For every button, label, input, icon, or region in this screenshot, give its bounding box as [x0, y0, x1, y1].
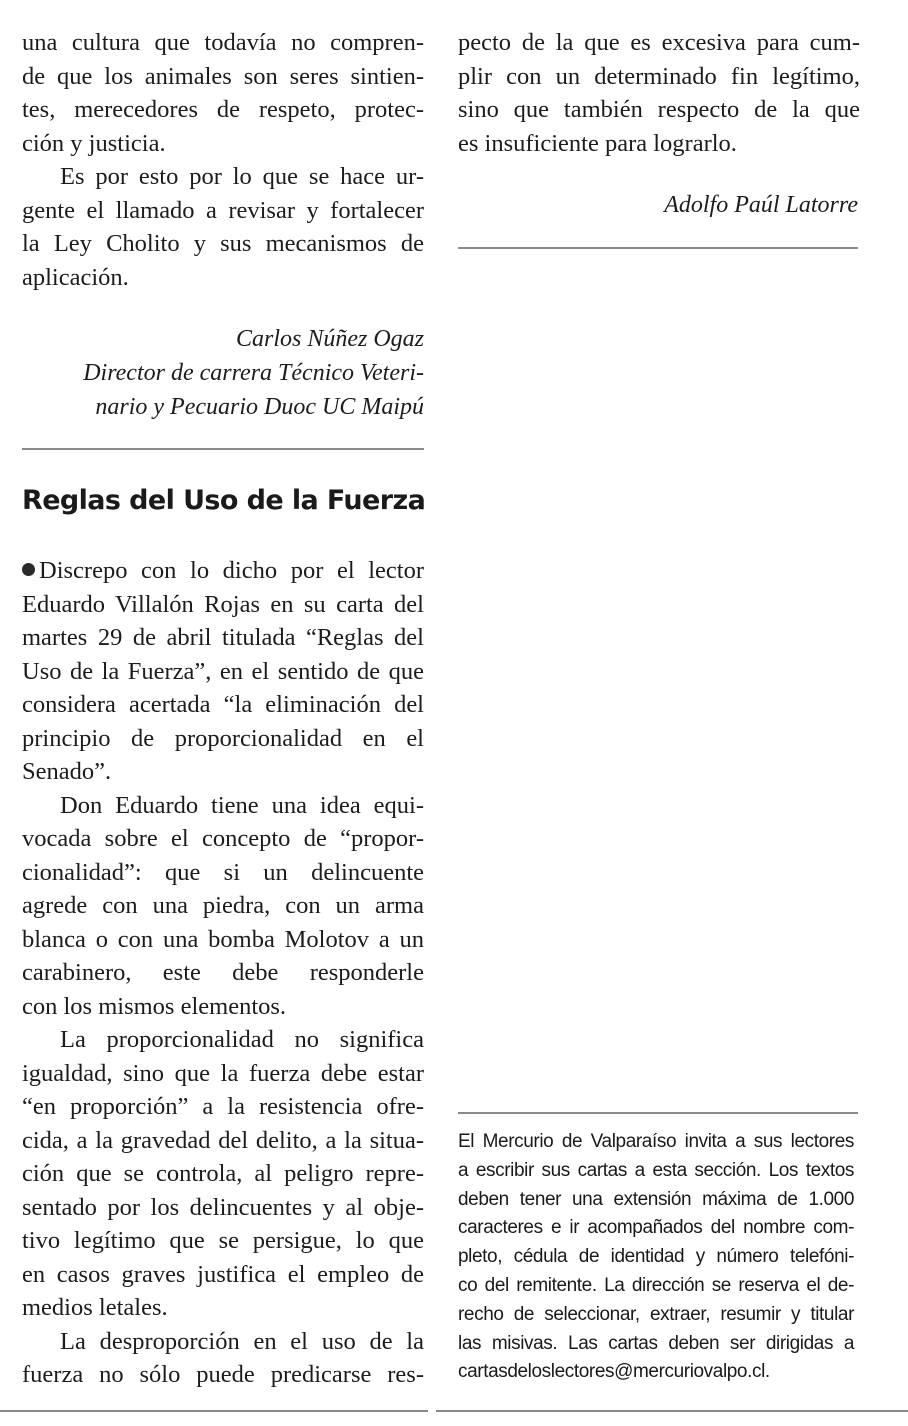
text-line: medios letales.	[22, 1294, 168, 1321]
bottom-rule-right	[436, 1410, 908, 1412]
text-line: Uso de la Fuerza”, en el sentido de que	[22, 657, 424, 685]
text-line: agrede con una piedra, con un arma	[22, 892, 424, 919]
text-line	[22, 554, 424, 588]
text-line: tes, merecedores de respeto, protec-	[22, 96, 424, 123]
notice-line: pleto, cédula de identidad y número telefóni-	[458, 1246, 854, 1268]
letter1-continuation	[22, 26, 424, 294]
letter2-paragraph-1	[22, 554, 424, 789]
text-line: vocada sobre el concepto de “propor-	[22, 825, 424, 852]
notice-email: cartasdeloslectores@mercuriovalpo.cl.	[458, 1361, 770, 1383]
divider-rule	[458, 247, 858, 249]
text-line: aplicación.	[22, 263, 129, 291]
text-line: blanca o con una bomba Molotov a un	[22, 925, 424, 953]
text-line: la Ley Cholito y sus mecanismos de	[22, 230, 424, 257]
letter2-paragraph-2	[22, 789, 424, 1024]
letter1-signature	[22, 322, 424, 424]
letter2-signature	[458, 188, 858, 222]
notice-line: caracteres e ir acompañados del nombre com-	[458, 1217, 854, 1239]
letter-headline: Reglas del Uso de la Fuerza	[22, 485, 426, 516]
notice-line: co del remitente. La dirección se reserva el de-	[458, 1274, 854, 1296]
signature-title-line: nario y Pecuario Duoc UC Maipú	[95, 394, 424, 420]
letter2-paragraph-4-continued	[458, 26, 860, 160]
bullet-icon	[22, 563, 35, 576]
text-line: martes 29 de abril titulada “Reglas del	[22, 624, 424, 651]
text-line: considera acertada “la eliminación del	[22, 691, 424, 718]
letter1-paragraph-2	[22, 160, 424, 294]
notice-line: El Mercurio de Valparaíso invita a sus lectores	[458, 1131, 854, 1152]
notice-top-rule	[458, 1112, 858, 1114]
text-line: fuerza no sólo puede predicarse res-	[22, 1361, 424, 1388]
notice-line: deben tener una extensión máxima de 1.000	[458, 1188, 854, 1210]
text-line: sino que también respecto de la que	[458, 96, 860, 123]
text-line: sentado por los delincuentes y al obje-	[22, 1193, 424, 1221]
text-line: igualdad, sino que la fuerza debe estar	[22, 1059, 424, 1087]
text-line-content: Discrepo con lo dicho por el lector	[39, 557, 424, 584]
notice-line: las misivas. Las cartas deben ser dirigidas a	[458, 1332, 854, 1354]
text-line: La proporcionalidad no significa	[60, 1026, 424, 1053]
submission-notice	[458, 1128, 854, 1387]
text-line: en casos graves justifica el empleo de	[22, 1260, 424, 1288]
letter2-body	[22, 554, 424, 1392]
text-line: de que los animales son seres sintien-	[22, 62, 424, 90]
text-line: Senado”.	[22, 758, 112, 785]
text-line: cida, a la gravedad del delito, a la situa-	[22, 1126, 424, 1154]
notice-line: a escribir sus cartas a esta sección. Los textos	[458, 1159, 854, 1181]
text-line: es insuficiente para lograrlo.	[458, 129, 737, 157]
letter2-paragraph-4	[22, 1325, 424, 1392]
signature-name: Carlos Núñez Ogaz	[235, 326, 424, 352]
text-line: La desproporción en el uso de la	[60, 1327, 424, 1355]
text-line: ción y justicia.	[22, 129, 166, 157]
text-line: “en proporción” a la resistencia ofre-	[22, 1093, 424, 1120]
text-line: Eduardo Villalón Rojas en su carta del	[22, 590, 424, 618]
text-line: cionalidad”: que si un delincuente	[22, 858, 424, 886]
signature-title-line: Director de carrera Técnico Veteri-	[83, 360, 424, 386]
letter1-paragraph-1	[22, 26, 424, 160]
text-line: una cultura que todavía no compren-	[22, 29, 424, 56]
text-line: gente el llamado a revisar y fortalecer	[22, 196, 424, 224]
text-line: plir con un determinado fin legítimo,	[458, 62, 860, 90]
text-line: con los mismos elementos.	[22, 992, 287, 1020]
text-line: tivo legítimo que se persigue, lo que	[22, 1227, 424, 1254]
notice-line: recho de seleccionar, extraer, resumir y titular	[458, 1303, 854, 1325]
letter2-continuation	[458, 26, 860, 160]
text-line: principio de proporcionalidad en el	[22, 724, 424, 752]
text-line: carabinero, este debe responderle	[22, 959, 424, 986]
signature-name: Adolfo Paúl Latorre	[664, 192, 858, 218]
text-line: Es por esto por lo que se hace ur-	[60, 163, 424, 190]
text-line: Don Eduardo tiene una idea equi-	[60, 791, 424, 819]
text-line: pecto de la que es excesiva para cum-	[458, 29, 860, 56]
text-line: ción que se controla, al peligro repre-	[22, 1160, 424, 1187]
bottom-rule-left	[0, 1410, 428, 1412]
divider-rule	[22, 448, 424, 450]
letter2-paragraph-3	[22, 1023, 424, 1325]
